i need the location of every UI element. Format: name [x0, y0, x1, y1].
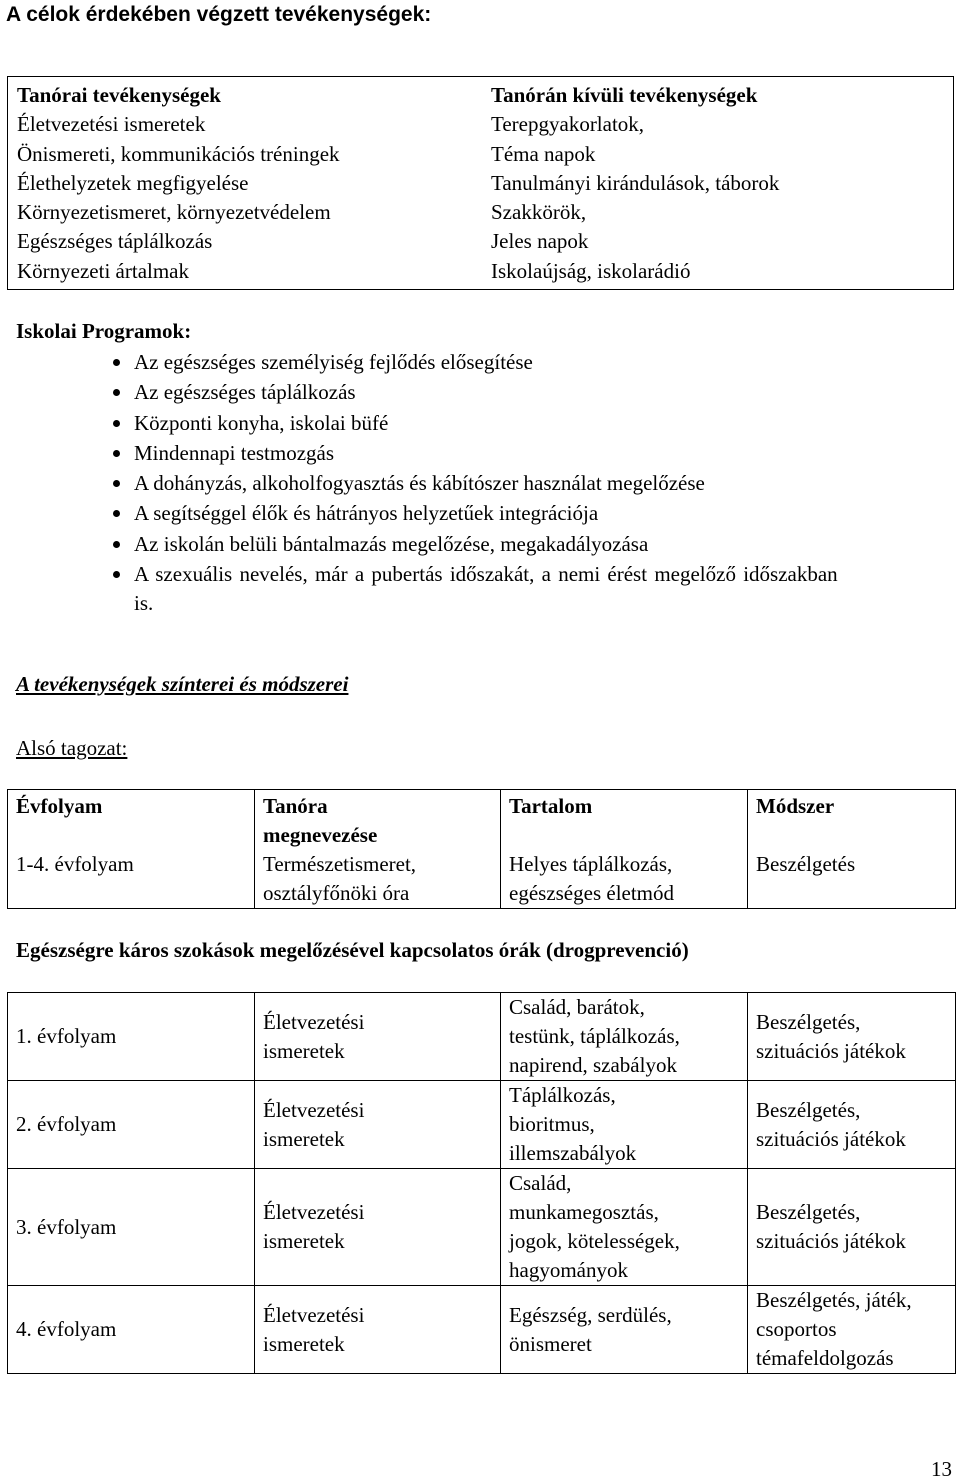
content-value: egészséges életmód	[509, 881, 675, 905]
content-value: napirend, szabályok	[509, 1053, 677, 1077]
method-value: Beszélgetés,	[756, 1097, 861, 1122]
subject-value: ismeretek	[263, 1331, 345, 1356]
content-value: illemszabályok	[509, 1141, 637, 1165]
method-value: szituációs játékok	[756, 1038, 906, 1063]
programs-title: Iskolai Programok:	[16, 319, 192, 343]
table-cell	[748, 993, 956, 1081]
table-cell	[501, 1286, 748, 1374]
method-header: Módszer	[756, 794, 835, 818]
table-header-cell	[8, 790, 255, 851]
subject-value: ismeretek	[263, 1038, 345, 1063]
program-item: Az iskolán belüli bántalmazás megelőzése, megakadályozása	[16, 529, 956, 559]
subject-header-2: megnevezése	[263, 823, 378, 847]
content-value: munkamegosztás,	[509, 1200, 659, 1224]
table-header-cell	[501, 790, 748, 851]
table-row	[8, 993, 956, 1081]
grade-value: 4. évfolyam	[16, 1317, 117, 1341]
program-item-continuation: is.	[134, 591, 154, 615]
extra-class-activities	[491, 81, 779, 286]
grade-header: Évfolyam	[16, 794, 103, 818]
program-item: A szexuális nevelés, már a pubertás időszakát, a nemi érést megelőző időszakban	[16, 559, 956, 589]
program-item: Központi konyha, iskolai büfé	[16, 408, 956, 438]
extra-class-item: Tanulmányi kirándulások, táborok	[491, 170, 780, 195]
content-value: önismeret	[509, 1331, 592, 1356]
table-cell	[748, 850, 956, 909]
table-header-cell	[748, 790, 956, 851]
program-item: A dohányzás, alkoholfogyasztás és kábítószer használat megelőzése	[16, 468, 956, 498]
table-cell	[255, 1286, 501, 1374]
programs-list	[16, 347, 956, 589]
table-header-cell	[255, 790, 501, 851]
content-value: Család,	[509, 1171, 572, 1195]
extra-class-header: Tanórán kívüli tevékenységek	[491, 83, 758, 107]
subject-value: Életvezetési	[263, 1302, 365, 1327]
table-cell	[748, 1081, 956, 1169]
lower-level-heading: Alsó tagozat:	[16, 736, 128, 760]
in-class-item: Élethelyzetek megfigyelése	[17, 170, 249, 195]
methods-table	[7, 789, 956, 909]
subject-value: osztályfőnöki óra	[263, 881, 410, 905]
table-cell	[8, 1169, 255, 1286]
method-value: szituációs játékok	[756, 1229, 906, 1253]
subject-value: ismeretek	[263, 1126, 345, 1151]
method-value: Beszélgetés,	[756, 1009, 861, 1034]
content-value: Egészség, serdülés,	[509, 1302, 672, 1327]
content-value: testünk, táplálkozás,	[509, 1024, 680, 1048]
program-item: Az egészséges személyiség fejlődés elősegítése	[16, 347, 956, 377]
content-value: Család, barátok,	[509, 995, 645, 1019]
subject-value: Természetismeret,	[263, 852, 417, 876]
table-cell	[8, 993, 255, 1081]
table-cell	[501, 993, 748, 1081]
extra-class-item: Szakkörök,	[491, 200, 587, 225]
drug-prevention-heading: Egészségre káros szokások megelőzésével kapcsolatos órák (drogprevenció)	[16, 938, 689, 962]
subject-value: Életvezetési	[263, 1009, 365, 1034]
subject-header: Tanóra	[263, 794, 328, 818]
scenes-heading: A tevékenységek színterei és módszerei	[16, 672, 349, 696]
method-value: Beszélgetés, játék,	[756, 1288, 912, 1312]
content-value: Táplálkozás,	[509, 1083, 616, 1107]
method-value: Beszélgetés,	[756, 1200, 861, 1224]
table-cell	[748, 1286, 956, 1374]
subject-value: Életvezetési	[263, 1200, 365, 1224]
table-cell	[501, 1169, 748, 1286]
table-row	[8, 1081, 956, 1169]
table-header-row	[8, 790, 956, 851]
extra-class-item: Iskolaújság, iskolarádió	[491, 258, 691, 283]
program-item: Mindennapi testmozgás	[16, 438, 956, 468]
content-value: hagyományok	[509, 1258, 628, 1282]
method-value: témafeldolgozás	[756, 1346, 894, 1370]
in-class-activities	[17, 81, 340, 286]
table-cell	[748, 1169, 956, 1286]
table-cell	[8, 850, 255, 909]
program-item: Az egészséges táplálkozás	[16, 377, 956, 407]
in-class-header: Tanórai tevékenységek	[17, 83, 221, 107]
grade-value: 1-4. évfolyam	[16, 852, 134, 876]
content-header: Tartalom	[509, 794, 593, 818]
method-value: szituációs játékok	[756, 1126, 906, 1151]
content-value: Helyes táplálkozás,	[509, 852, 673, 876]
drug-prevention-table	[7, 992, 956, 1374]
page-number: 13	[931, 1457, 952, 1481]
program-item: A segítséggel élők és hátrányos helyzetűek integrációja	[16, 498, 956, 528]
in-class-item: Környezetismeret, környezetvédelem	[17, 200, 331, 225]
extra-class-item: Jeles napok	[491, 229, 589, 254]
subject-value: ismeretek	[263, 1229, 345, 1253]
table-cell	[255, 1169, 501, 1286]
in-class-item: Környezeti ártalmak	[17, 258, 189, 283]
goals-heading: A célok érdekében végzett tevékenységek:	[6, 3, 432, 26]
grade-value: 1. évfolyam	[16, 1024, 117, 1048]
table-cell	[8, 1286, 255, 1374]
method-value: csoportos	[756, 1317, 837, 1341]
method-value: Beszélgetés	[756, 852, 856, 876]
extra-class-item: Téma napok	[491, 141, 596, 166]
content-value: bioritmus,	[509, 1112, 595, 1136]
in-class-item: Egészséges táplálkozás	[17, 229, 213, 254]
in-class-item: Életvezetési ismeretek	[17, 112, 206, 137]
subject-value: Életvezetési	[263, 1097, 365, 1122]
table-row	[8, 1286, 956, 1374]
table-cell	[8, 1081, 255, 1169]
grade-value: 3. évfolyam	[16, 1214, 117, 1239]
activities-box	[7, 76, 954, 290]
extra-class-item: Terepgyakorlatok,	[491, 112, 645, 137]
table-row	[8, 850, 956, 909]
grade-value: 2. évfolyam	[16, 1112, 117, 1136]
table-row	[8, 1169, 956, 1286]
table-cell	[255, 850, 501, 909]
table-cell	[501, 850, 748, 909]
content-value: jogok, kötelességek,	[509, 1229, 680, 1253]
table-cell	[501, 1081, 748, 1169]
table-cell	[255, 1081, 501, 1169]
table-cell	[255, 993, 501, 1081]
in-class-item: Önismereti, kommunikációs tréningek	[17, 141, 340, 166]
